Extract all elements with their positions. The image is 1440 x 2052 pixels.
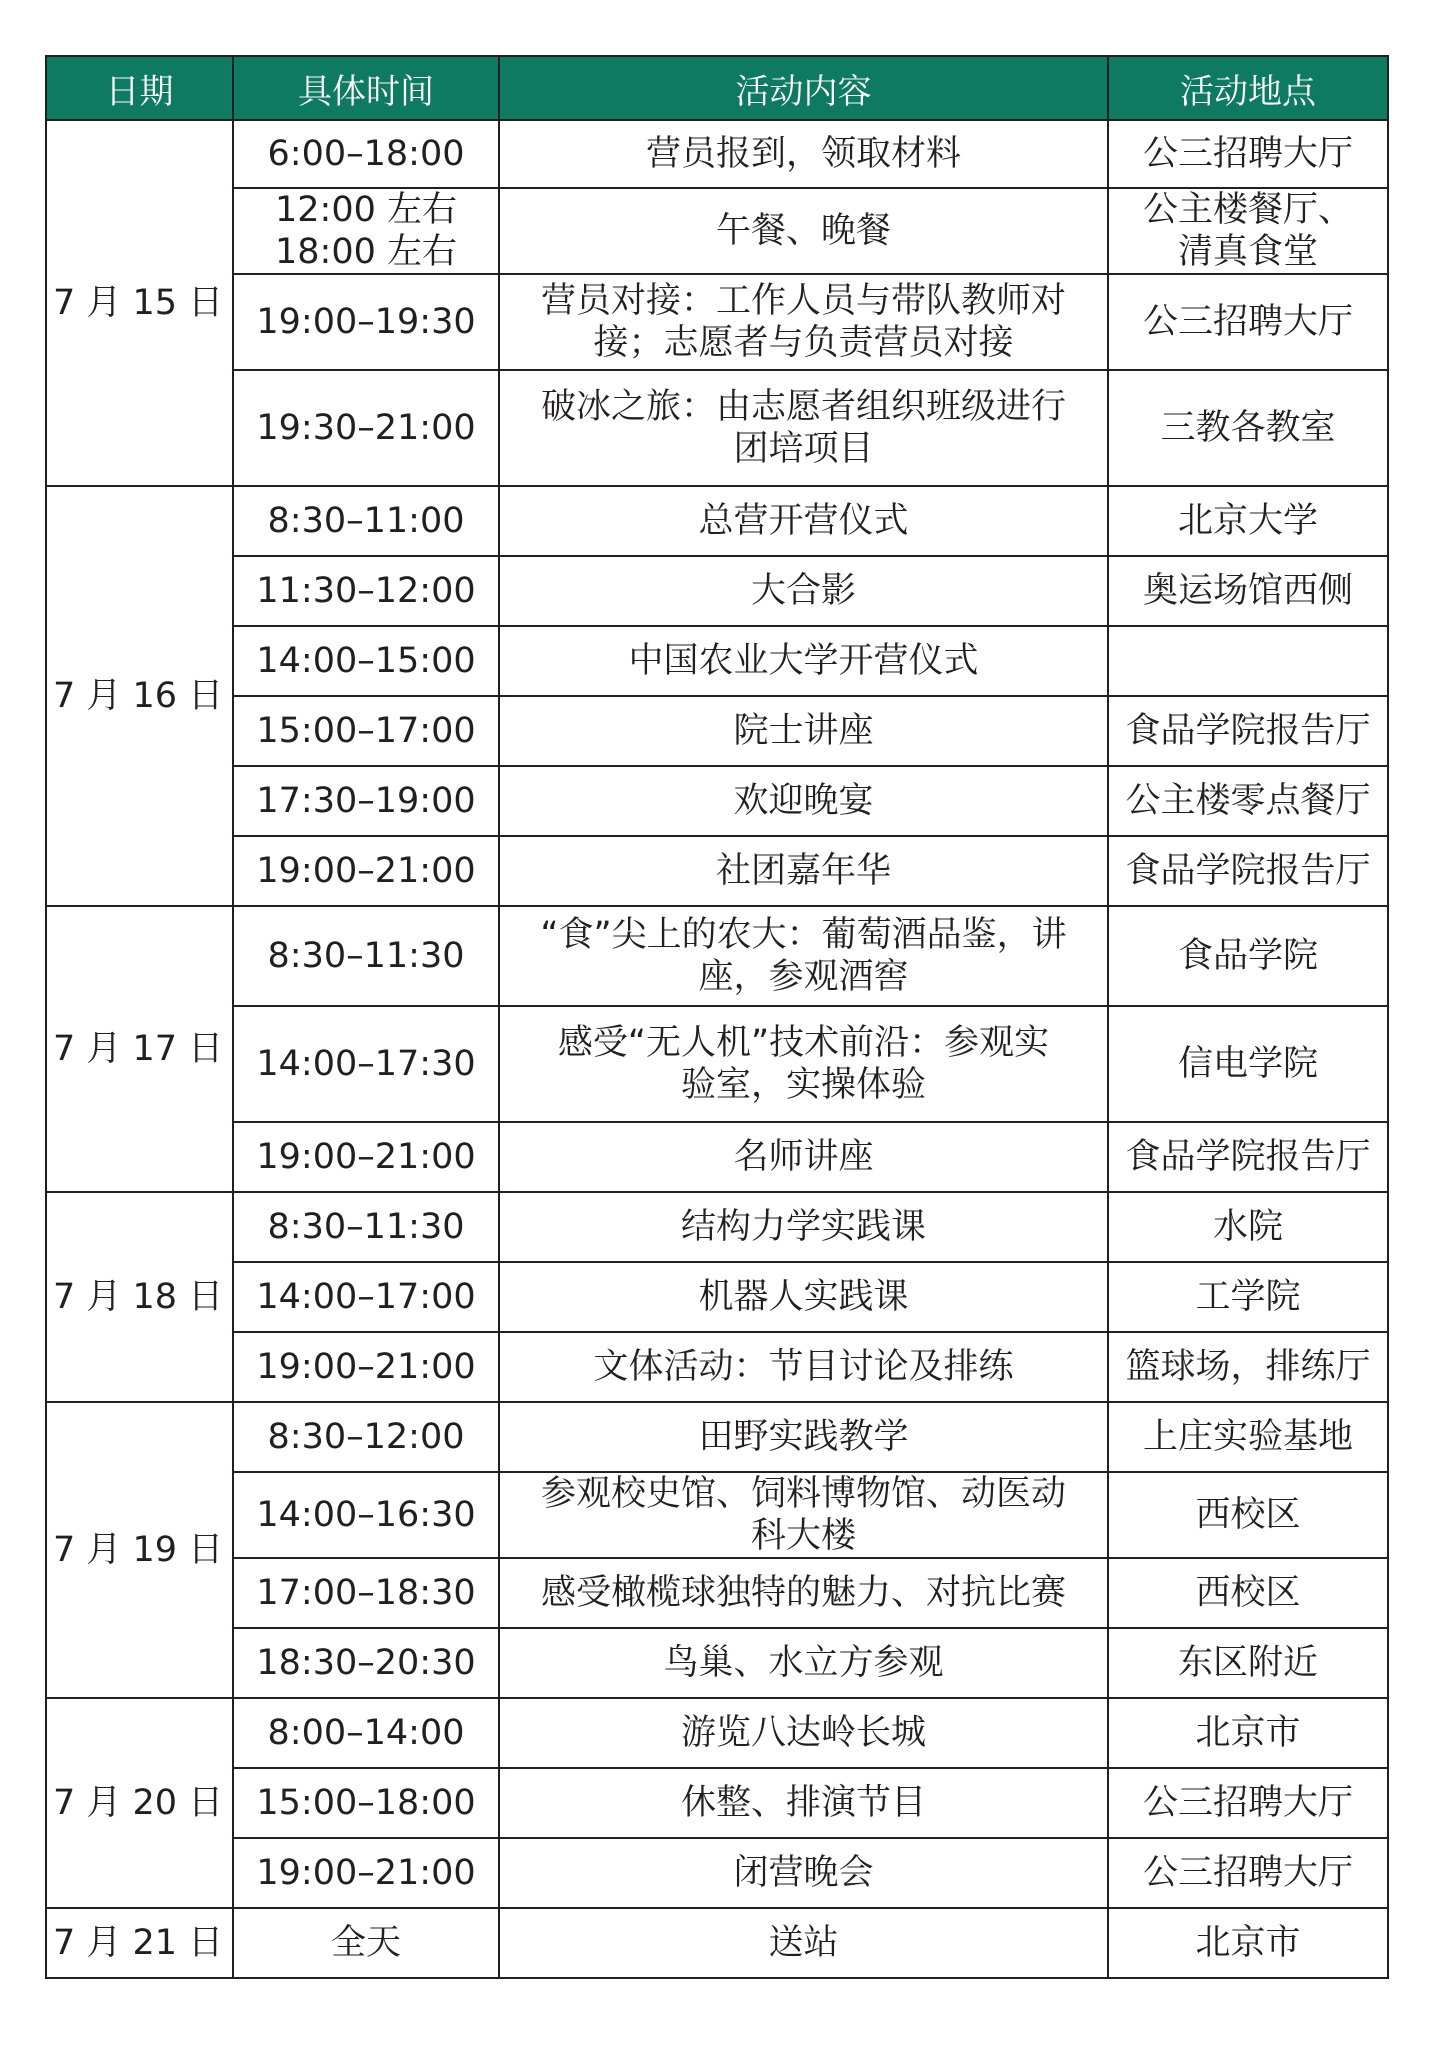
- time-line: 19:30–21:00: [256, 408, 476, 448]
- loc-cell: [1108, 836, 1388, 906]
- location-line: 食品学院报告厅: [1125, 1137, 1371, 1177]
- schedule-row: [46, 188, 1388, 274]
- loc-cell: [1108, 1838, 1388, 1908]
- act-cell: [499, 188, 1108, 274]
- schedule-body: [46, 120, 1388, 1978]
- schedule-row: [46, 1262, 1388, 1332]
- loc-cell: [1108, 1332, 1388, 1402]
- activity-line: 游览八达岭长城: [680, 1713, 926, 1753]
- schedule-row: [46, 120, 1388, 188]
- schedule-row: [46, 1122, 1388, 1192]
- activity-line: 大合影: [750, 571, 856, 611]
- act-cell: [499, 1628, 1108, 1698]
- time-line: 14:00–17:00: [256, 1277, 476, 1317]
- time-cell: [233, 1192, 499, 1262]
- act-cell: [499, 120, 1108, 188]
- schedule-table: [45, 55, 1389, 1979]
- time-line: 15:00–18:00: [256, 1783, 476, 1823]
- time-line: 8:30–12:00: [267, 1417, 465, 1457]
- act-cell: [499, 1402, 1108, 1472]
- location-line: 公三招聘大厅: [1142, 134, 1353, 174]
- activity-line: 验室，实操体验: [680, 1065, 926, 1105]
- location-line: 上庄实验基地: [1142, 1417, 1353, 1457]
- act-cell: [499, 486, 1108, 556]
- loc-cell: [1108, 1006, 1388, 1122]
- time-cell: [233, 1628, 499, 1698]
- schedule-row: [46, 274, 1388, 370]
- date-cell: 7 月 19 日: [46, 1402, 233, 1698]
- location-line: 三教各教室: [1160, 408, 1336, 448]
- time-line: 19:00–21:00: [256, 1853, 476, 1893]
- location-line: 公三招聘大厅: [1142, 1853, 1353, 1893]
- activity-line: 送站: [768, 1923, 839, 1963]
- location-line: 西校区: [1195, 1495, 1301, 1535]
- time-line: 19:00–21:00: [256, 1137, 476, 1177]
- location-line: 北京市: [1195, 1923, 1301, 1963]
- time-line: 12:00 左右: [275, 190, 457, 230]
- loc-cell: [1108, 486, 1388, 556]
- schedule-row: [46, 556, 1388, 626]
- time-cell: [233, 1838, 499, 1908]
- activity-line: 营员报到，领取材料: [645, 134, 961, 174]
- loc-cell: [1108, 1768, 1388, 1838]
- time-cell: [233, 1332, 499, 1402]
- location-line: 公主楼餐厅、: [1142, 190, 1353, 230]
- time-line: 14:00–15:00: [256, 641, 476, 681]
- loc-cell: [1108, 626, 1388, 696]
- time-line: 8:00–14:00: [267, 1713, 465, 1753]
- schedule-row: [46, 1192, 1388, 1262]
- activity-line: 参观校史馆、饲料博物馆、动医动: [540, 1474, 1066, 1514]
- act-cell: [499, 836, 1108, 906]
- act-cell: [499, 1122, 1108, 1192]
- date-cell: 7 月 16 日: [46, 486, 233, 906]
- location-line: 工学院: [1195, 1277, 1301, 1317]
- time-line: 18:00 左右: [275, 232, 457, 272]
- loc-cell: [1108, 1192, 1388, 1262]
- schedule-row: [46, 1908, 1388, 1978]
- act-cell: [499, 1006, 1108, 1122]
- activity-line: 闭营晚会: [733, 1853, 874, 1893]
- location-line: 东区附近: [1177, 1643, 1318, 1683]
- time-line: 14:00–17:30: [256, 1044, 476, 1084]
- schedule-row: [46, 696, 1388, 766]
- activity-line: 感受橄榄球独特的魅力、对抗比赛: [540, 1573, 1066, 1613]
- act-cell: [499, 626, 1108, 696]
- time-line: 18:30–20:30: [256, 1643, 476, 1683]
- schedule-row: [46, 1402, 1388, 1472]
- activity-line: 院士讲座: [733, 711, 874, 751]
- time-cell: [233, 120, 499, 188]
- location-line: 食品学院: [1177, 936, 1318, 976]
- time-cell: [233, 1402, 499, 1472]
- time-cell: [233, 274, 499, 370]
- act-cell: [499, 1558, 1108, 1628]
- location-line: 清真食堂: [1177, 232, 1318, 272]
- location-line: 奥运场馆西侧: [1142, 571, 1353, 611]
- time-line: 19:00–19:30: [256, 302, 476, 342]
- activity-line: 感受“无人机”技术前沿：参观实: [557, 1023, 1050, 1063]
- time-cell: [233, 1006, 499, 1122]
- time-cell: [233, 556, 499, 626]
- schedule-row: [46, 1698, 1388, 1768]
- header-date: 日期: [46, 56, 233, 120]
- loc-cell: [1108, 1558, 1388, 1628]
- time-line: 11:30–12:00: [256, 571, 476, 611]
- activity-line: 社团嘉年华: [715, 851, 891, 891]
- location-line: 公主楼零点餐厅: [1125, 781, 1371, 821]
- loc-cell: [1108, 274, 1388, 370]
- time-line: 6:00–18:00: [267, 134, 465, 174]
- act-cell: [499, 1908, 1108, 1978]
- time-line: 19:00–21:00: [256, 1347, 476, 1387]
- location-line: 食品学院报告厅: [1125, 711, 1371, 751]
- act-cell: [499, 556, 1108, 626]
- location-line: 北京市: [1195, 1713, 1301, 1753]
- act-cell: [499, 1262, 1108, 1332]
- loc-cell: [1108, 1908, 1388, 1978]
- loc-cell: [1108, 1122, 1388, 1192]
- time-cell: [233, 1558, 499, 1628]
- activity-line: 座，参观酒窖: [698, 957, 909, 997]
- time-line: 17:30–19:00: [256, 781, 476, 821]
- act-cell: [499, 370, 1108, 486]
- date-cell: 7 月 15 日: [46, 120, 233, 486]
- schedule-row: [46, 1006, 1388, 1122]
- time-cell: [233, 370, 499, 486]
- act-cell: [499, 274, 1108, 370]
- time-line: 8:30–11:30: [267, 936, 465, 976]
- time-cell: [233, 836, 499, 906]
- loc-cell: [1108, 906, 1388, 1006]
- schedule-row: [46, 486, 1388, 556]
- act-cell: [499, 906, 1108, 1006]
- activity-line: 科大楼: [750, 1516, 856, 1556]
- activity-line: 机器人实践课: [698, 1277, 909, 1317]
- activity-line: 鸟巢、水立方参观: [663, 1643, 944, 1683]
- time-cell: [233, 188, 499, 274]
- time-line: 8:30–11:00: [267, 501, 465, 541]
- activity-line: 团培项目: [733, 429, 874, 469]
- schedule-row: [46, 1768, 1388, 1838]
- activity-line: 结构力学实践课: [680, 1207, 926, 1247]
- activity-line: 破冰之旅：由志愿者组织班级进行: [540, 387, 1066, 427]
- act-cell: [499, 1192, 1108, 1262]
- time-cell: [233, 766, 499, 836]
- activity-line: 文体活动：节目讨论及排练: [593, 1347, 1014, 1387]
- act-cell: [499, 1768, 1108, 1838]
- time-cell: [233, 1698, 499, 1768]
- activity-line: 田野实践教学: [698, 1417, 909, 1457]
- loc-cell: [1108, 766, 1388, 836]
- schedule-row: [46, 370, 1388, 486]
- act-cell: [499, 1698, 1108, 1768]
- activity-line: 营员对接：工作人员与带队教师对: [540, 281, 1066, 321]
- location-line: 信电学院: [1177, 1044, 1318, 1084]
- time-cell: [233, 1262, 499, 1332]
- activity-line: 名师讲座: [733, 1137, 874, 1177]
- date-cell: 7 月 17 日: [46, 906, 233, 1192]
- activity-line: 接；志愿者与负责营员对接: [593, 323, 1014, 363]
- activity-line: 午餐、晚餐: [715, 211, 891, 251]
- schedule-row: [46, 1332, 1388, 1402]
- schedule-row: [46, 836, 1388, 906]
- schedule-row: [46, 626, 1388, 696]
- date-cell: 7 月 20 日: [46, 1698, 233, 1908]
- act-cell: [499, 696, 1108, 766]
- act-cell: [499, 1332, 1108, 1402]
- loc-cell: [1108, 696, 1388, 766]
- schedule-row: [46, 766, 1388, 836]
- loc-cell: [1108, 1262, 1388, 1332]
- loc-cell: [1108, 556, 1388, 626]
- loc-cell: [1108, 1698, 1388, 1768]
- time-cell: [233, 1472, 499, 1558]
- time-line: 19:00–21:00: [256, 851, 476, 891]
- time-cell: [233, 1122, 499, 1192]
- schedule-row: [46, 1472, 1388, 1558]
- location-line: 北京大学: [1177, 501, 1318, 541]
- time-line: 17:00–18:30: [256, 1573, 476, 1613]
- schedule-row: [46, 906, 1388, 1006]
- time-line: 14:00–16:30: [256, 1495, 476, 1535]
- location-line: 食品学院报告厅: [1125, 851, 1371, 891]
- activity-line: 总营开营仪式: [698, 501, 909, 541]
- header-row: [46, 56, 1388, 120]
- schedule-row: [46, 1838, 1388, 1908]
- time-cell: [233, 906, 499, 1006]
- header-location: 活动地点: [1108, 56, 1388, 120]
- activity-line: 中国农业大学开营仪式: [628, 641, 979, 681]
- location-line: 公三招聘大厅: [1142, 302, 1353, 342]
- time-cell: [233, 486, 499, 556]
- time-cell: [233, 1908, 499, 1978]
- loc-cell: [1108, 1402, 1388, 1472]
- act-cell: [499, 1838, 1108, 1908]
- date-cell: 7 月 18 日: [46, 1192, 233, 1402]
- time-line: 8:30–11:30: [267, 1207, 465, 1247]
- location-line: 公三招聘大厅: [1142, 1783, 1353, 1823]
- loc-cell: [1108, 1472, 1388, 1558]
- activity-line: “食”尖上的农大：葡萄酒品鉴，讲: [540, 915, 1067, 955]
- loc-cell: [1108, 188, 1388, 274]
- time-cell: [233, 1768, 499, 1838]
- time-cell: [233, 626, 499, 696]
- loc-cell: [1108, 370, 1388, 486]
- act-cell: [499, 1472, 1108, 1558]
- loc-cell: [1108, 120, 1388, 188]
- location-line: 西校区: [1195, 1573, 1301, 1613]
- header-time: 具体时间: [233, 56, 499, 120]
- act-cell: [499, 766, 1108, 836]
- time-line: 15:00–17:00: [256, 711, 476, 751]
- location-line: 水院: [1212, 1207, 1283, 1247]
- location-line: 篮球场，排练厅: [1125, 1347, 1371, 1387]
- activity-line: 休整、排演节目: [680, 1783, 926, 1823]
- time-line: 全天: [330, 1923, 401, 1963]
- schedule-row: [46, 1558, 1388, 1628]
- header-activity: 活动内容: [499, 56, 1108, 120]
- date-cell: 7 月 21 日: [46, 1908, 233, 1978]
- schedule-row: [46, 1628, 1388, 1698]
- activity-line: 欢迎晚宴: [733, 781, 874, 821]
- time-cell: [233, 696, 499, 766]
- loc-cell: [1108, 1628, 1388, 1698]
